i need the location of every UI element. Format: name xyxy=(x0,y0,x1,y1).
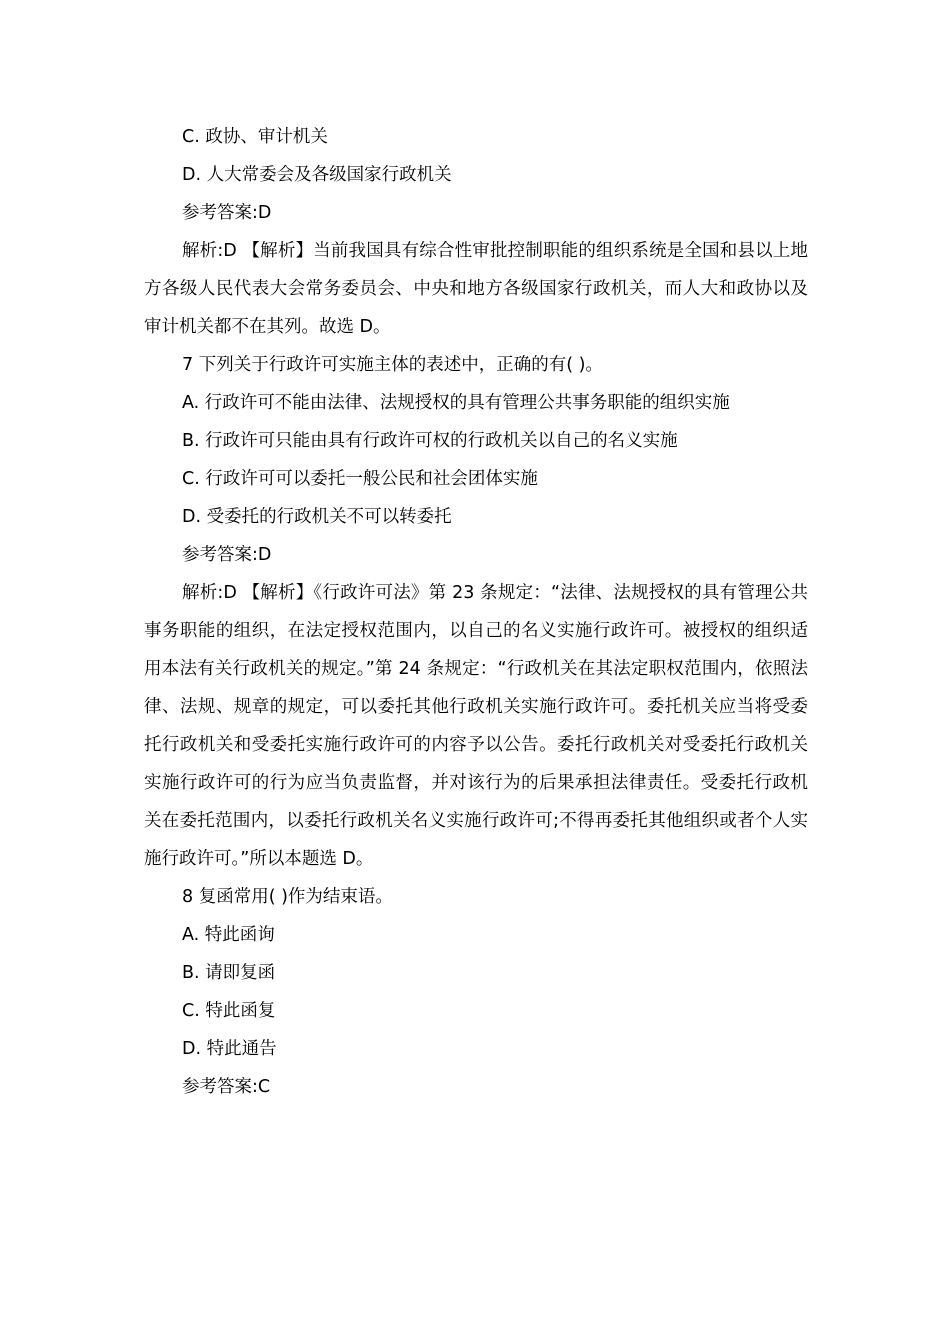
document-page xyxy=(144,118,808,1106)
q7-analysis: 解析:D 【解析】《行政许可法》第 23 条规定：“法律、法规授权的具有管理公共事务职能的组织，在法定授权范围内，以自己的名义实施行政许可。被授权的组织适用本法有关行政机关的规定。”第 24 条规定：“行政机关在其法定职权范围内，依照法律、法规、规章的规定，可以委托其他行政机关实施行政许可。委托机关应当将受委托行政机关和受委托实施行政许可的内容予以公告。委托行政机关对受委托行政机关实施行政许可的行为应当负责监督，并对该行为的后果承担法律责任。受委托行政机关在委托范围内，以委托行政机关名义实施行政许可;不得再委托其他组织或者个人实施行政许可。”所以本题选 D。 xyxy=(144,583,808,869)
q6-option-c: C. 政协、审计机关 xyxy=(182,127,328,147)
q8-option-c: C. 特此函复 xyxy=(182,1001,276,1021)
q6-answer: 参考答案:D xyxy=(182,203,272,223)
q8-option-d: D. 特此通告 xyxy=(182,1039,277,1059)
q7-option-b: B. 行政许可只能由具有行政许可权的行政机关以自己的名义实施 xyxy=(182,431,678,451)
q7-option-a: A. 行政许可不能由法律、法规授权的具有管理公共事务职能的组织实施 xyxy=(182,393,730,413)
q8-answer: 参考答案:C xyxy=(182,1077,271,1097)
q6-analysis: 解析:D 【解析】当前我国具有综合性审批控制职能的组织系统是全国和县以上地方各级人民代表大会常务委员会、中央和地方各级国家行政机关，而人大和政协以及审计机关都不在其列。故选 D。 xyxy=(144,241,808,337)
q8-option-a: A. 特此函询 xyxy=(182,925,275,945)
q7-option-c: C. 行政许可可以委托一般公民和社会团体实施 xyxy=(182,469,538,489)
q6-option-d: D. 人大常委会及各级国家行政机关 xyxy=(182,165,452,185)
q7-question: 7 下列关于行政许可实施主体的表述中，正确的有( )。 xyxy=(182,355,603,375)
q7-answer: 参考答案:D xyxy=(182,545,272,565)
q8-option-b: B. 请即复函 xyxy=(182,963,276,983)
q8-question: 8 复函常用( )作为结束语。 xyxy=(182,887,393,907)
q7-option-d: D. 受委托的行政机关不可以转委托 xyxy=(182,507,452,527)
